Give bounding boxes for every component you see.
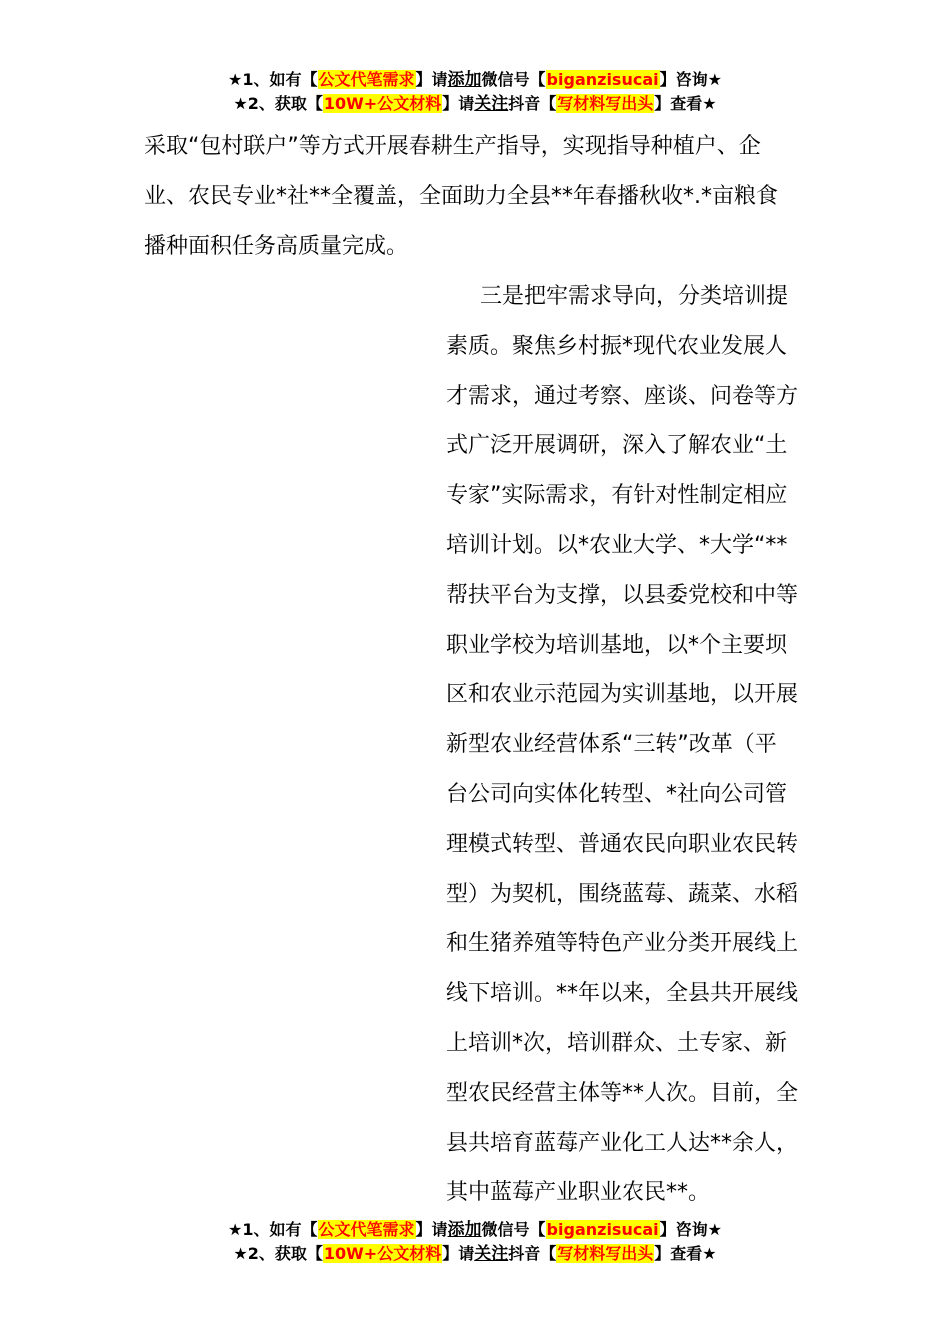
banner-line-1 <box>0 1218 950 1242</box>
paragraph-line: 职业学校为培训基地，以*个主要坝 <box>446 632 788 658</box>
banner-highlight: biganzisucai <box>546 70 659 89</box>
banner-text: 抖音【 <box>508 94 557 113</box>
banner-text: 】咨询★ <box>659 1220 722 1239</box>
paragraph-line: 式广泛开展调研，深入了解农业“土 <box>446 433 788 459</box>
paragraph-line: 上培训*次，培训群众、土专家、新 <box>446 1030 788 1056</box>
banner-text: 微信号【 <box>481 70 546 89</box>
paragraph-line: 和生猪养殖等特色产业分类开展线上 <box>446 931 799 957</box>
banner-line-2 <box>0 1242 950 1266</box>
banner-text: 抖音【 <box>508 1244 557 1263</box>
paragraph-line: 台公司向实体化转型、*社向公司管 <box>446 781 788 807</box>
paragraph-line: 采取“包村联户”等方式开展春耕生产指导，实现指导种植户、企 <box>144 134 761 159</box>
banner-underline: 添加 <box>447 1220 482 1240</box>
banner-text: ★1、如有【 <box>228 70 318 89</box>
paragraph-line: 区和农业示范园为实训基地，以开展 <box>446 682 799 708</box>
banner-highlight: biganzisucai <box>546 1220 659 1239</box>
banner-text: ★2、获取【 <box>233 1244 323 1263</box>
paragraph-line: 新型农业经营体系“三转”改革（平 <box>446 732 777 758</box>
banner-underline: 关注 <box>474 1244 509 1264</box>
top-banner <box>0 68 950 116</box>
paragraph-2 <box>446 272 811 1218</box>
paragraph-line: 素质。聚焦乡村振*现代农业发展人 <box>446 333 788 359</box>
paragraph-line: 播种面积任务高质量完成。 <box>144 234 409 259</box>
banner-text: 微信号【 <box>481 1220 546 1239</box>
banner-highlight: 公文代笔需求 <box>318 70 415 89</box>
paragraph-line: 县共培育蓝莓产业化工人达**余人， <box>446 1130 799 1156</box>
paragraph-line: 型）为契机，围绕蓝莓、蔬菜、水稻 <box>446 881 799 907</box>
paragraph-line: 专家”实际需求，有针对性制定相应 <box>446 483 788 509</box>
banner-highlight: 10W+公文材料 <box>323 94 442 113</box>
banner-line-1 <box>0 68 950 92</box>
banner-text: ★2、获取【 <box>233 94 323 113</box>
banner-text: 】请 <box>415 70 448 89</box>
paragraph-line: 理模式转型、普通农民向职业农民转 <box>446 831 799 857</box>
banner-text: ★1、如有【 <box>228 1220 318 1239</box>
banner-text: 】请 <box>442 1244 475 1263</box>
banner-text: 】请 <box>442 94 475 113</box>
paragraph-line: 其中蓝莓产业职业农民**。 <box>446 1180 711 1206</box>
banner-underline: 关注 <box>474 94 509 114</box>
paragraph-line: 培训计划。以*农业大学、*大学“** <box>446 532 788 558</box>
banner-text: 】请 <box>415 1220 448 1239</box>
bottom-banner <box>0 1218 950 1266</box>
paragraph-line: 型农民经营主体等**人次。目前，全 <box>446 1080 799 1106</box>
paragraph-1 <box>144 122 809 272</box>
paragraph-line: 线下培训。**年以来，全县共开展线 <box>446 981 799 1007</box>
banner-highlight: 公文代笔需求 <box>318 1220 415 1239</box>
banner-text: 】查看★ <box>654 1244 717 1263</box>
banner-line-2 <box>0 92 950 116</box>
banner-text: 】咨询★ <box>659 70 722 89</box>
banner-highlight: 写材料写出头 <box>557 1244 654 1263</box>
banner-text: 】查看★ <box>654 94 717 113</box>
banner-underline: 添加 <box>447 70 482 90</box>
paragraph-line: 帮扶平台为支撑，以县委党校和中等 <box>446 582 799 608</box>
banner-highlight: 写材料写出头 <box>557 94 654 113</box>
paragraph-line: 业、农民专业*社**全覆盖，全面助力全县**年春播秋收*.*亩粮食 <box>144 184 778 209</box>
banner-highlight: 10W+公文材料 <box>323 1244 442 1263</box>
paragraph-line: 三是把牢需求导向，分类培训提 <box>480 284 789 309</box>
paragraph-line: 才需求，通过考察、座谈、问卷等方 <box>446 383 799 409</box>
